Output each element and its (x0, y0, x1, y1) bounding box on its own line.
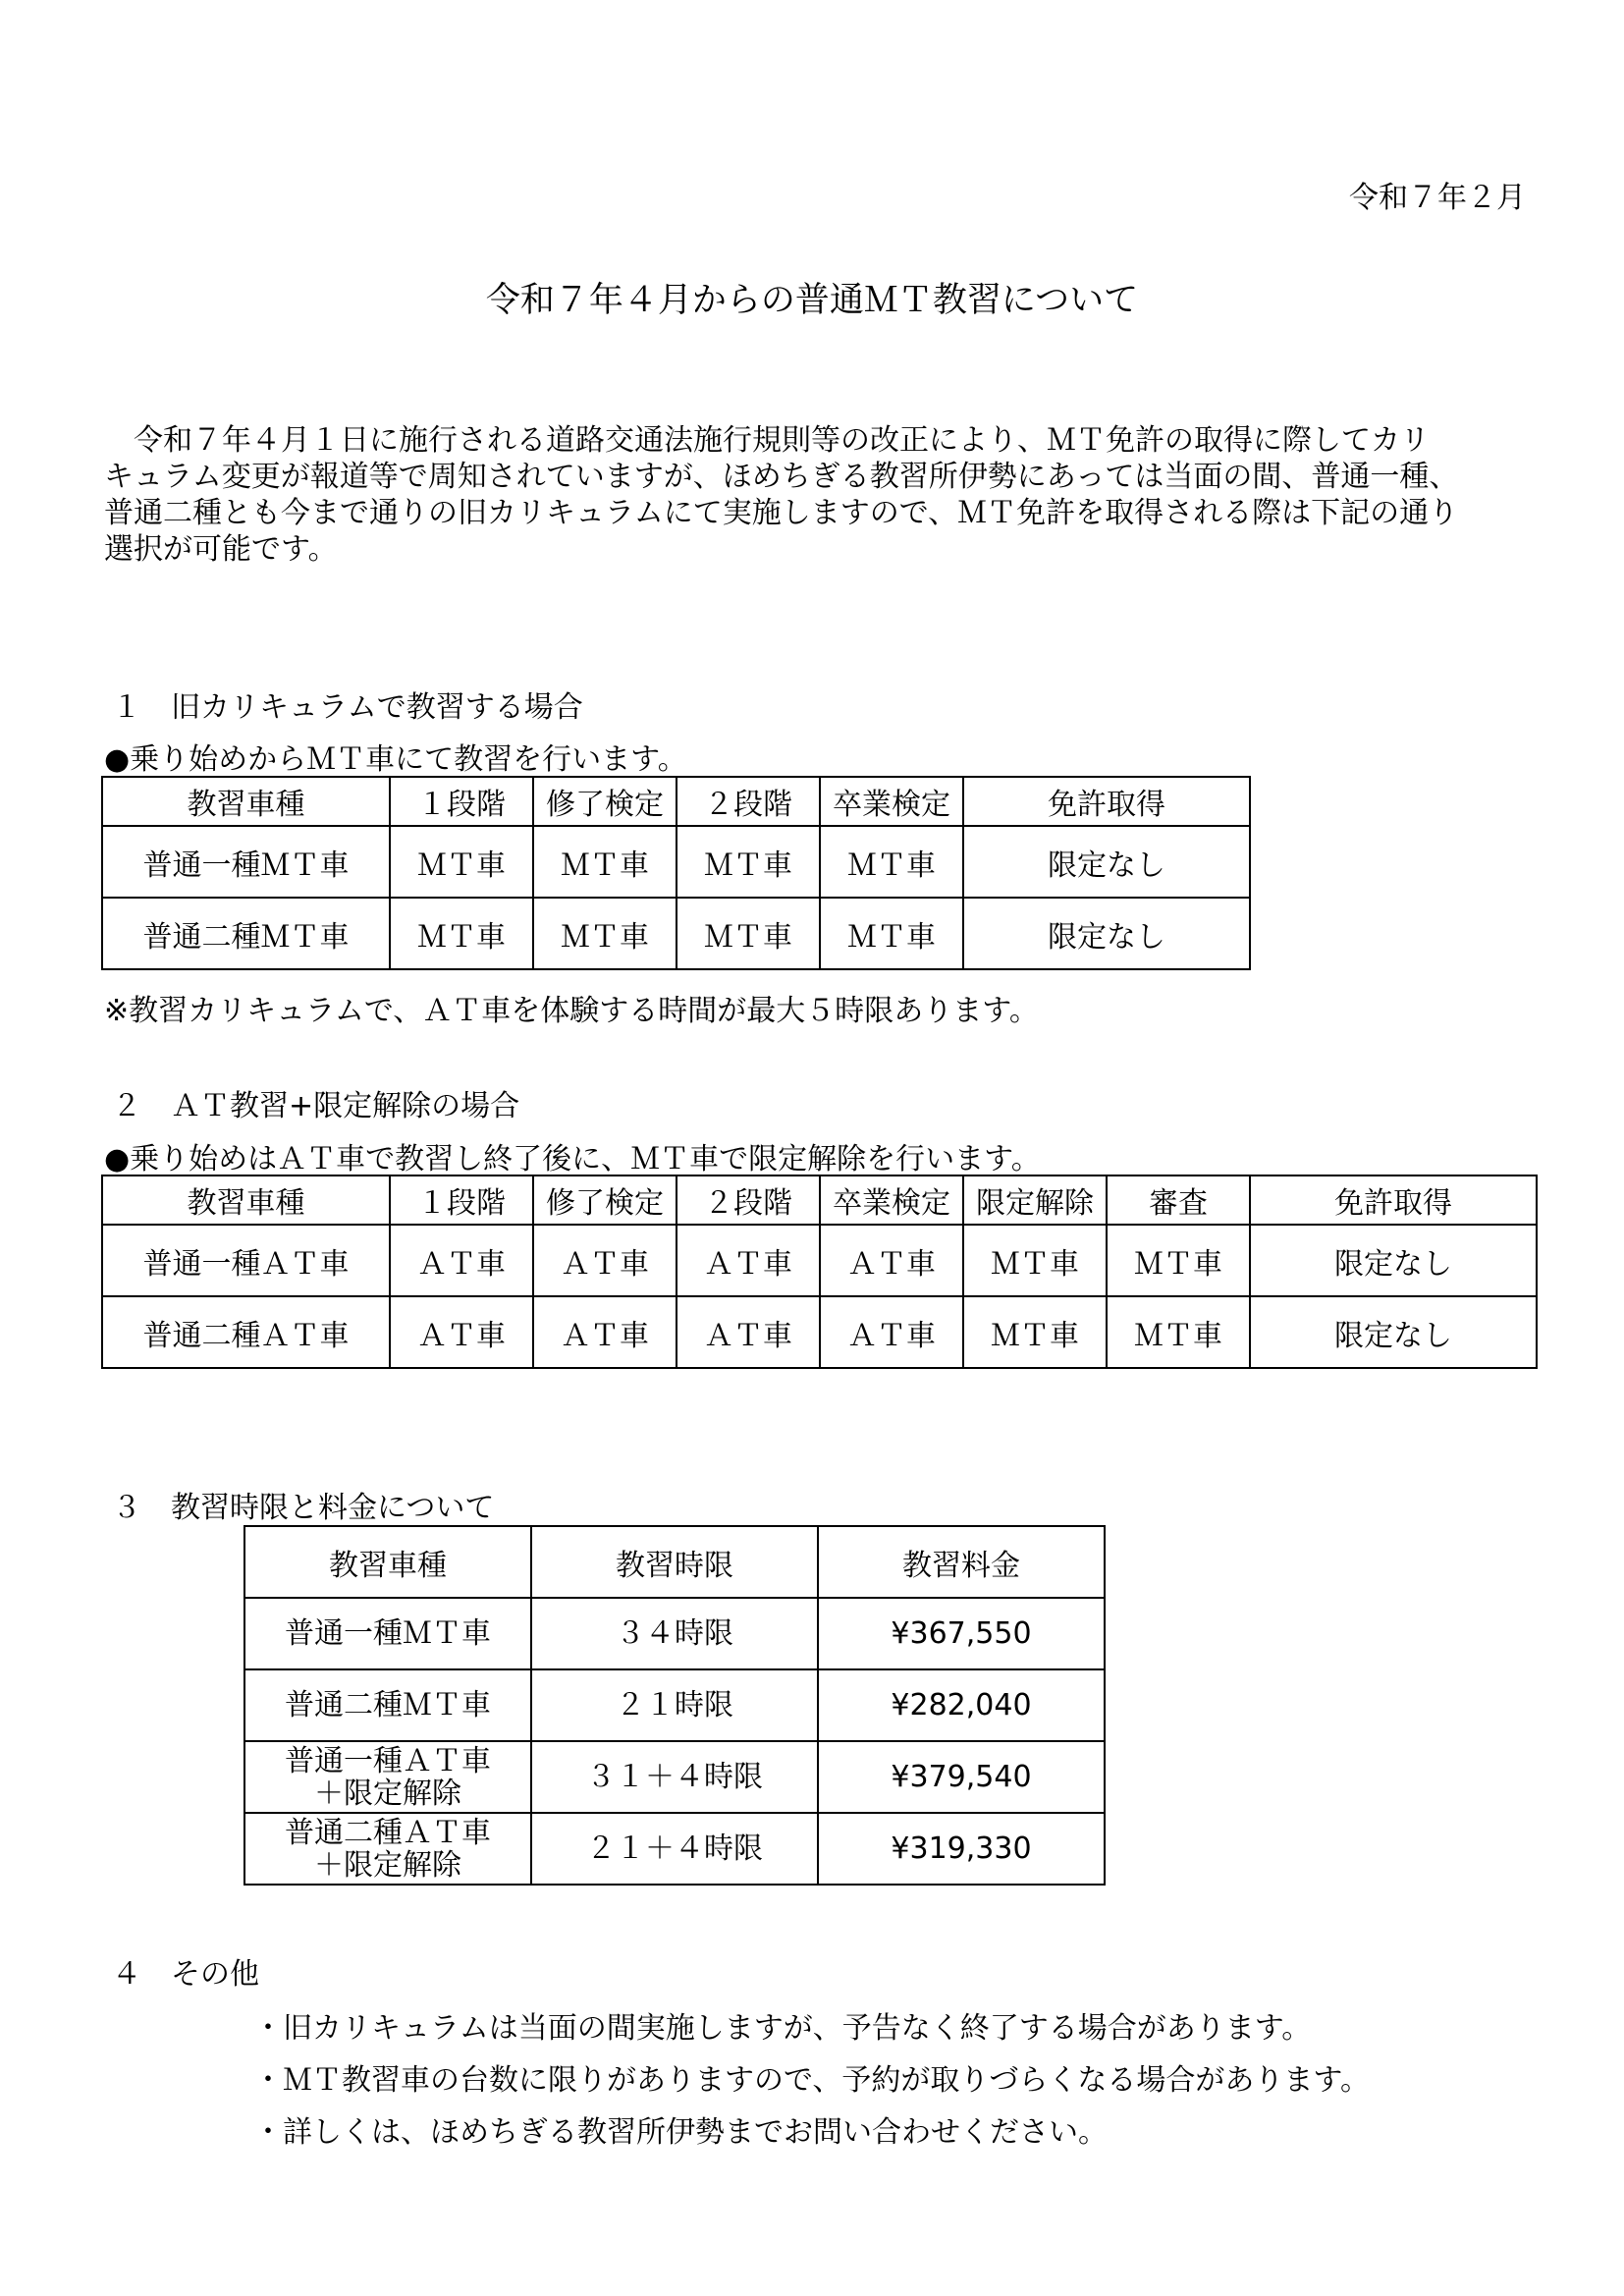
table-header-cell: ２段階 (677, 777, 820, 826)
table-cell (244, 1741, 531, 1813)
table-cell: ３１＋４時限 (531, 1741, 818, 1813)
table-header-cell: 修了検定 (533, 777, 677, 826)
table-header-cell: 審査 (1107, 1175, 1250, 1225)
table-cell: ２１時限 (531, 1669, 818, 1741)
list-item: ・詳しくは、ほめちぎる教習所伊勢までお問い合わせください。 (253, 2115, 1108, 2150)
table-cell: ＡＴ車 (533, 1296, 677, 1368)
table-header-row (102, 1175, 1537, 1225)
vehicle-type: 普通一種ＡＴ車 (285, 1743, 491, 1778)
vehicle-type: 普通二種ＡＴ車 (285, 1815, 491, 1850)
table-cell: ＡＴ車 (677, 1225, 820, 1296)
table-header-cell: ２段階 (677, 1175, 820, 1225)
table-cell: ¥379,540 (818, 1741, 1105, 1813)
table-cell: ＭＴ車 (1107, 1225, 1250, 1296)
intro-paragraph (104, 422, 1538, 568)
table-cell: ＭＴ車 (677, 898, 820, 969)
table-cell: 限定なし (1250, 1296, 1537, 1368)
table-header-row (244, 1526, 1105, 1598)
section1-table (101, 776, 1251, 970)
table-cell: ＡＴ車 (820, 1296, 963, 1368)
table-cell (244, 1669, 531, 1741)
table-cell: ２１＋４時限 (531, 1813, 818, 1885)
table-row (102, 898, 1250, 969)
table-cell: ３４時限 (531, 1598, 818, 1669)
list-item: ・旧カリキュラムは当面の間実施しますが、予告なく終了する場合があります。 (253, 2011, 1312, 2046)
section2-table (101, 1175, 1538, 1369)
section1-heading: １ 旧カリキュラムで教習する場合 (112, 690, 583, 725)
table-cell: ＡＴ車 (533, 1225, 677, 1296)
table-cell: ＭＴ車 (533, 898, 677, 969)
table-cell: ＡＴ車 (677, 1296, 820, 1368)
vehicle-type-suffix: ＋限定解除 (314, 1776, 461, 1811)
table-row (102, 1296, 1537, 1368)
table-cell: ＭＴ車 (390, 898, 533, 969)
document-date: 令和７年２月 (1349, 181, 1526, 215)
intro-line: 普通二種とも今まで通りの旧カリキュラムにて実施しますので、ＭＴ免許を取得される際は下記の通り (104, 496, 1459, 530)
table-cell: 限定なし (963, 826, 1250, 898)
list-item: ・ＭＴ教習車の台数に限りがありますので、予約が取りづらくなる場合があります。 (253, 2063, 1370, 2098)
section3-heading: ３ 教習時限と料金について (112, 1491, 495, 1525)
table-cell: 普通一種ＡＴ車 (102, 1225, 390, 1296)
table-header-cell: 修了検定 (533, 1175, 677, 1225)
table-cell: ＡＴ車 (390, 1225, 533, 1296)
table-header-cell: 限定解除 (963, 1175, 1107, 1225)
vehicle-type-suffix: ＋限定解除 (314, 1847, 461, 1883)
table-cell: ＭＴ車 (390, 826, 533, 898)
table-header-cell: 卒業検定 (820, 1175, 963, 1225)
document-title: 令和７年４月からの普通ＭＴ教習について (485, 281, 1139, 320)
table-row (244, 1669, 1105, 1741)
intro-line: キュラム変更が報道等で周知されていますが、ほめちぎる教習所伊勢にあっては当面の間、普通一種、 (104, 460, 1459, 494)
table-header-cell: 免許取得 (963, 777, 1250, 826)
table-header-cell: 免許取得 (1250, 1175, 1537, 1225)
intro-line: 令和７年４月１日に施行される道路交通法施行規則等の改正により、ＭＴ免許の取得に際してカリ (104, 423, 1430, 458)
section1-subtitle: ●乗り始めからＭＴ車にて教習を行います。 (104, 742, 687, 777)
vehicle-type: 普通一種ＭＴ車 (285, 1616, 491, 1651)
table-header-cell: 教習車種 (244, 1526, 531, 1598)
table-cell: 限定なし (1250, 1225, 1537, 1296)
section3-fee-table (244, 1525, 1106, 1886)
table-row (102, 1225, 1537, 1296)
table-row (244, 1741, 1105, 1813)
table-cell: 普通一種ＭＴ車 (102, 826, 390, 898)
table-cell: ¥282,040 (818, 1669, 1105, 1741)
table-cell (244, 1598, 531, 1669)
table-cell: ＡＴ車 (820, 1225, 963, 1296)
table-cell: ¥319,330 (818, 1813, 1105, 1885)
section4-heading: ４ その他 (112, 1957, 259, 1992)
table-cell: ＭＴ車 (820, 826, 963, 898)
section1-note: ※教習カリキュラムで、ＡＴ車を体験する時間が最大５時限あります。 (104, 994, 1039, 1028)
table-row (102, 826, 1250, 898)
table-header-cell: 卒業検定 (820, 777, 963, 826)
table-header-row (102, 777, 1250, 826)
table-cell: ＭＴ車 (963, 1225, 1107, 1296)
table-row (244, 1813, 1105, 1885)
table-header-cell: 教習時限 (531, 1526, 818, 1598)
table-header-cell: 教習車種 (102, 777, 390, 826)
table-header-cell: １段階 (390, 777, 533, 826)
section2-subtitle: ●乗り始めはＡＴ車で教習し終了後に、ＭＴ車で限定解除を行います。 (104, 1142, 1041, 1176)
table-cell: ＭＴ車 (963, 1296, 1107, 1368)
table-cell: ＡＴ車 (390, 1296, 533, 1368)
table-cell: 限定なし (963, 898, 1250, 969)
intro-line: 選択が可能です。 (104, 532, 338, 567)
table-cell (244, 1813, 531, 1885)
table-cell: ＭＴ車 (677, 826, 820, 898)
vehicle-type: 普通二種ＭＴ車 (285, 1688, 491, 1722)
table-header-cell: 教習料金 (818, 1526, 1105, 1598)
table-header-cell: 教習車種 (102, 1175, 390, 1225)
table-cell: 普通二種ＡＴ車 (102, 1296, 390, 1368)
table-cell: ¥367,550 (818, 1598, 1105, 1669)
table-cell: ＭＴ車 (820, 898, 963, 969)
section2-heading: ２ ＡＴ教習+限定解除の場合 (112, 1089, 520, 1123)
table-cell: ＭＴ車 (533, 826, 677, 898)
table-header-cell: １段階 (390, 1175, 533, 1225)
table-cell: 普通二種ＭＴ車 (102, 898, 390, 969)
table-row (244, 1598, 1105, 1669)
table-cell: ＭＴ車 (1107, 1296, 1250, 1368)
